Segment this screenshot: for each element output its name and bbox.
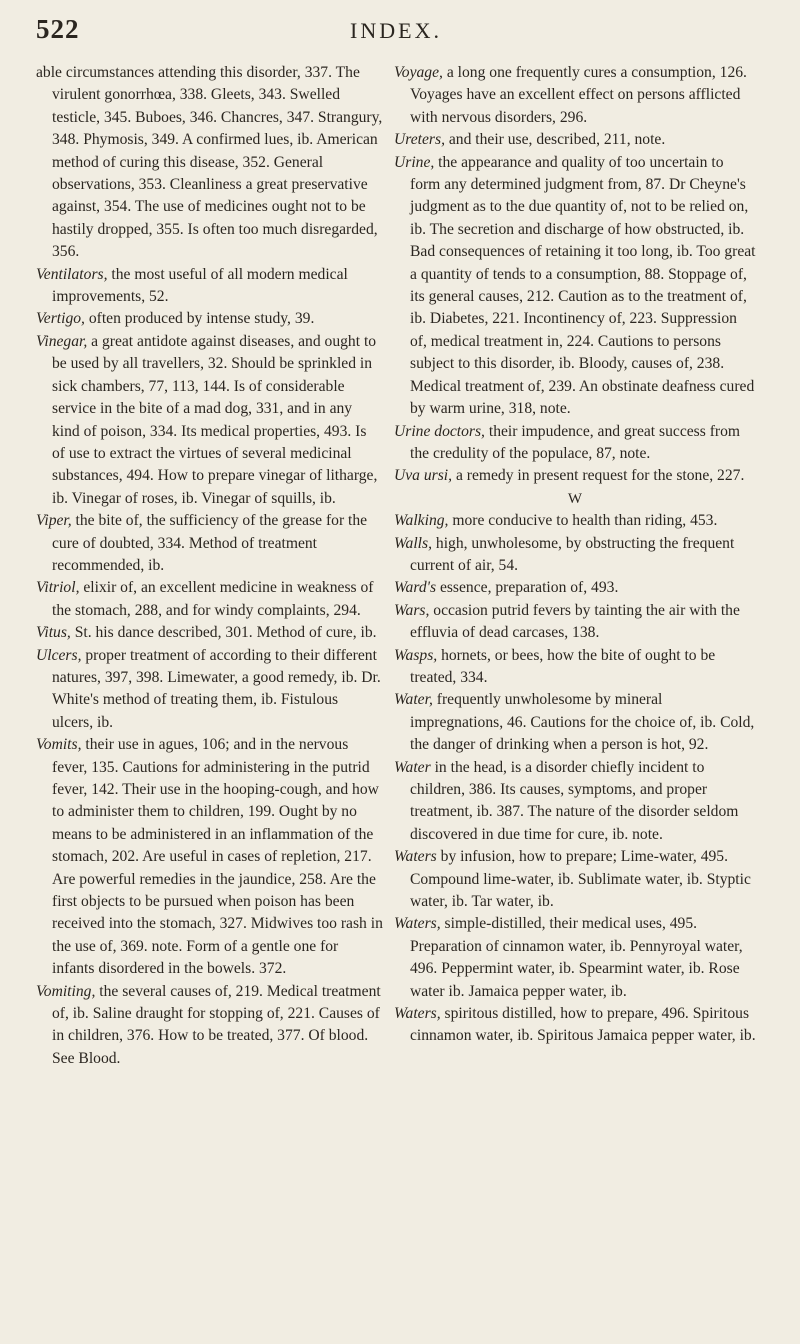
index-entry [394, 757, 756, 847]
entry-text: simple-distilled, their medical uses, 495. Preparation of cinnamon water, ib. Pennyroyal water, 496. Peppermint water, ib. Spearmint water, ib. Rose water ib. Jamaica pepper water, ib. [410, 915, 743, 1000]
index-entry [394, 577, 756, 599]
index-entry [394, 129, 756, 151]
entry-heading: Waters, [394, 1005, 441, 1023]
index-entry [36, 981, 383, 1071]
entry-heading: Urine, [394, 153, 435, 171]
entry-text: high, unwholesome, by obstructing the frequent current of air, 54. [410, 534, 735, 574]
index-entry [36, 645, 383, 735]
index-entry [394, 1003, 756, 1048]
index-entry [394, 510, 756, 532]
entry-text: a remedy in present request for the stone, 227. [452, 467, 745, 485]
page-header [36, 14, 756, 48]
entry-heading: Vinegar, [36, 332, 88, 350]
entry-text: the most useful of all modern medical improvements, 52. [52, 265, 348, 306]
entry-text: spiritous distilled, how to prepare, 496. Spiritous cinnamon water, ib. Spiritous Jamaica pepper water, ib. [410, 1005, 756, 1045]
entry-heading: Walls, [394, 534, 432, 552]
entry-heading: Ventilators, [36, 265, 108, 283]
index-entry [394, 533, 756, 578]
entry-heading: Waters, [394, 915, 441, 933]
entry-heading: Wasps, [394, 646, 438, 664]
entry-text: proper treatment of according to their different natures, 397, 398. Limewater, a good remedy, ib. Dr. White's method of treating them, ib. Fistulous ulcers, ib. [52, 646, 381, 731]
entry-text: often produced by intense study, 39. [84, 310, 315, 328]
index-entry [36, 577, 383, 622]
index-entry [36, 62, 383, 264]
index-entry [394, 689, 756, 756]
index-entry [36, 264, 383, 309]
entry-heading: Ulcers, [36, 646, 82, 664]
entry-text: frequently unwholesome by mineral impregnations, 46. Cautions for the choice of, ib. Cold, the danger of drinking when a person is hot, 92. [410, 691, 755, 754]
index-entry [36, 734, 383, 980]
entry-heading: Viper, [36, 512, 72, 530]
index-entry [36, 308, 383, 330]
entry-text: their use in agues, 106; and in the nervous fever, 135. Cautions for administering in the putrid fever, 142. Their use in the hooping-cough, and how to administer them to children, 199. Ought by no means to be administered in an inflammation of the stomach, 202. Are useful in cases of repletion, 217. Are powerful remedies in the jaundice, 258. Are the first objects to be pursued when poison has been received into the stomach, 327. Midwives too rash in the use of, 369. note. Form of a gentle one for infants disordered in the bowels. 372. [52, 736, 383, 978]
entry-heading: Vertigo, [36, 310, 85, 328]
index-entry [36, 622, 383, 644]
index-entry [394, 645, 756, 690]
entry-text: a long one frequently cures a consumption, 126. Voyages have an excellent effect on persons afflicted with nervous disorders, 296. [410, 64, 747, 126]
entry-heading: Walking, [394, 512, 449, 530]
section-letter: W [567, 490, 583, 507]
index-entry [394, 913, 756, 1003]
entry-heading: Vitus, [36, 624, 71, 642]
index-entry [394, 465, 756, 487]
entry-heading: Vitriol, [36, 579, 80, 597]
index-entry [394, 62, 756, 129]
entry-heading: Voyage, [394, 64, 443, 81]
entry-heading: Urine doctors, [394, 422, 485, 440]
entry-text: elixir of, an excellent medicine in weakness of the stomach, 288, and for windy complaints, 294. [52, 579, 374, 619]
index-entry [394, 600, 756, 645]
entry-heading: Waters [394, 848, 437, 866]
entry-text: their impudence, and great success from the credulity of the populace, 87, note. [410, 422, 741, 462]
entry-heading: Ureters, [394, 131, 445, 149]
entry-heading: Wars, [394, 601, 430, 619]
entry-text: the several causes of, 219. Medical treatment of, ib. Saline draught for stopping of, 221. Causes of in children, 376. How to be treated, 377. Of blood. See Blood. [52, 982, 381, 1067]
entry-heading: Vomiting, [36, 982, 96, 1000]
entry-text: the appearance and quality of too uncertain to form any determined judgment from, 87. Dr Cheyne's judgment as to the due quantity of, not to be relied on, ib. The secretion and discharge of how obstructed, ib. Bad consequences of retaining it too long, ib. Too great a quantity of tends to a consumption, 88. Stoppage of, its general causes, 212. Caution as to the treatment of, ib. Diabetes, 221. Incontinency of, 223. Suppression of, medical treatment in, 224. Cautions to persons subject to this disorder, ib. Bloody, causes of, 238. Medical treatment of, 239. An obstinate deafness cured by warm urine, 318, note. [410, 153, 756, 418]
entry-heading: Water, [394, 691, 433, 709]
index-entry [394, 421, 756, 466]
entry-heading: Vomits, [36, 736, 82, 754]
entry-text: more conducive to health than riding, 453. [448, 512, 718, 530]
entry-text: hornets, or bees, how the bite of ought to be treated, 334. [410, 646, 716, 686]
entry-text: by infusion, how to prepare; Lime-water, 495. Compound lime-water, ib. Sublimate water, ib. Styptic water, ib. Tar water, ib. [410, 848, 751, 911]
index-entry [394, 152, 756, 421]
index-entry [36, 510, 383, 577]
entry-text: and their use, described, 211, note. [444, 131, 666, 149]
entry-heading: Ward's [394, 579, 437, 597]
index-entry [36, 331, 383, 510]
entry-text: the bite of, the sufficiency of the grease for the cure of doubted, 334. Method of treatment recommended, ib. [52, 512, 368, 574]
entry-text: essence, preparation of, 493. [436, 579, 619, 597]
entry-text: a great antidote against diseases, and ought to be used by all travellers, 32. Should be sprinkled in sick chambers, 77, 113, 144. Is of considerable service in the bite of a mad dog, 331, and in any kind of poison, 334. Its medical properties, 493. Is of use to extract the virtues of several medicinal substances, 494. How to prepare vinegar of litharge, ib. Vinegar of roses, ib. Vinegar of squills, ib. [52, 332, 378, 507]
index-column-left [36, 62, 383, 1070]
index-entry [394, 846, 756, 913]
page-title: INDEX. [350, 18, 442, 43]
page-number: 522 [36, 14, 80, 44]
entry-text: occasion putrid fevers by tainting the air with the effluvia of dead carcases, 138. [410, 601, 740, 642]
entry-heading: Water [394, 758, 431, 776]
entry-text: St. his dance described, 301. Method of cure, ib. [70, 624, 377, 642]
entry-heading: Uva ursi, [394, 467, 453, 485]
entry-text: in the head, is a disorder chiefly incident to children, 386. Its causes, symptoms, and proper treatment, ib. 387. The nature of the disorder seldom discovered in due time for cure, ib. note. [410, 758, 739, 843]
entry-text: able circumstances attending this disorder, 337. The virulent gonorrhœa, 338. Gleets, 343. Swelled testicle, 345. Buboes, 346. Chancres, 347. Strangury, 348. Phymosis, 349. A confirmed lues, ib. American method of curing this disease, 352. General observations, 353. Cleanliness a great preservative against, 354. The use of medicines ought not to be hastily dropped, 355. Is often too much disregarded, 356. [36, 64, 383, 261]
index-column-right [394, 62, 756, 1048]
